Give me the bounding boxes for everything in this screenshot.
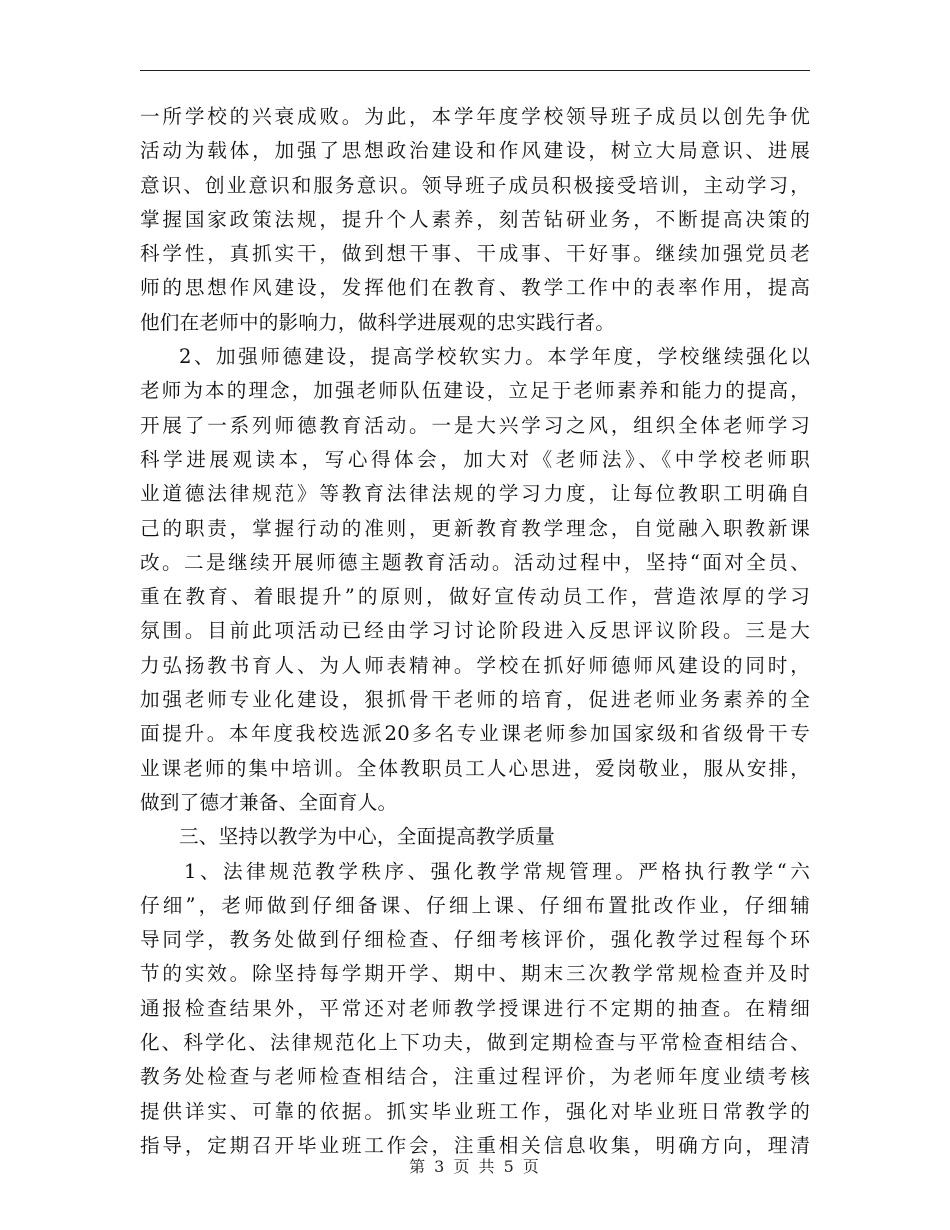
text-line: 化、科学化、法律规范化上下功夫，做到定期检查与平常检查相结合、 <box>140 1031 810 1055</box>
text-line: 教务处检查与老师检查相结合，注重过程评价，为老师年度业绩考核 <box>140 1065 810 1089</box>
header-rule <box>140 70 810 71</box>
text-line: 科学进展观读本，写心得体会，加大对《老师法》、《中学校老师职 <box>140 447 810 471</box>
text-line: 意识、创业意识和服务意识。领导班子成员积极接受培训，主动学习， <box>140 173 810 197</box>
text-line: 老师为本的理念，加强老师队伍建设，立足于老师素养和能力的提高， <box>140 379 810 403</box>
page-footer: 第 3 页 共 5 页 <box>409 1157 541 1176</box>
section-heading: 三、坚持以教学为中心，全面提高教学质量 <box>179 825 556 849</box>
text-line: 指导，定期召开毕业班工作会，注重相关信息收集，明确方向，理清 <box>140 1133 810 1157</box>
text-line: 开展了一系列师德教育活动。一是大兴学习之风，组织全体老师学习 <box>140 413 810 437</box>
text-line: 导同学，教务处做到仔细检查、仔细考核评价，强化教学过程每个环 <box>140 928 810 952</box>
text-line: 师的思想作风建设，发挥他们在教育、教学工作中的表率作用，提高 <box>140 276 810 300</box>
text-line: 活动为载体，加强了思想政治建设和作风建设，树立大局意识、进展 <box>140 139 810 163</box>
text-line: 面提升。本年度我校选派20多名专业课老师参加国家级和省级骨干专 <box>140 722 810 746</box>
paragraph-start-line: 2、加强师德建设，提高学校软实力。本学年度，学校继续强化以 <box>179 345 810 369</box>
text-line: 一所学校的兴衰成败。为此，本学年度学校领导班子成员以创先争优 <box>140 105 810 128</box>
text-line: 节的实效。除坚持每学期开学、期中、期末三次教学常规检查并及时 <box>140 962 810 986</box>
text-line: 重在教育、着眼提升”的原则，做好宣传动员工作，营造浓厚的学习 <box>140 585 810 609</box>
text-line: 力弘扬教书育人、为人师表精神。学校在抓好师德师风建设的同时， <box>140 653 810 677</box>
text-line: 改。二是继续开展师德主题教育活动。活动过程中，坚持“面对全员、 <box>140 550 810 574</box>
paragraph-start-line: 1、法律规范教学秩序、强化教学常规管理。严格执行教学“六 <box>184 859 810 883</box>
text-line: 氛围。目前此项活动已经由学习讨论阶段进入反思评议阶段。三是大 <box>140 619 810 643</box>
text-line: 仔细”，老师做到仔细备课、仔细上课、仔细布置批改作业，仔细辅 <box>140 893 810 917</box>
body-text <box>140 100 810 1163</box>
text-line: 科学性，真抓实干，做到想干事、干成事、干好事。继续加强党员老 <box>140 242 810 266</box>
text-line: 加强老师专业化建设，狠抓骨干老师的培育，促进老师业务素养的全 <box>140 688 810 712</box>
text-line: 己的职责，掌握行动的准则，更新教育教学理念，自觉融入职教新课 <box>140 516 810 540</box>
text-line: 通报检查结果外，平常还对老师教学授课进行不定期的抽查。在精细 <box>140 996 810 1020</box>
text-line: 业道德法律规范》等教育法律法规的学习力度，让每位教职工明确自 <box>140 482 810 506</box>
text-line: 他们在老师中的影响力，做科学进展观的忠实践行者。 <box>140 310 616 334</box>
text-line: 做到了德才兼备、全面育人。 <box>140 790 398 814</box>
text-line: 掌握国家政策法规，提升个人素养，刻苦钻研业务，不断提高决策的 <box>140 207 810 231</box>
text-line: 业课老师的集中培训。全体教职员工人心思进，爱岗敬业，服从安排， <box>140 756 810 780</box>
text-line: 提供详实、可靠的依据。抓实毕业班工作，强化对毕业班日常教学的 <box>140 1099 810 1123</box>
